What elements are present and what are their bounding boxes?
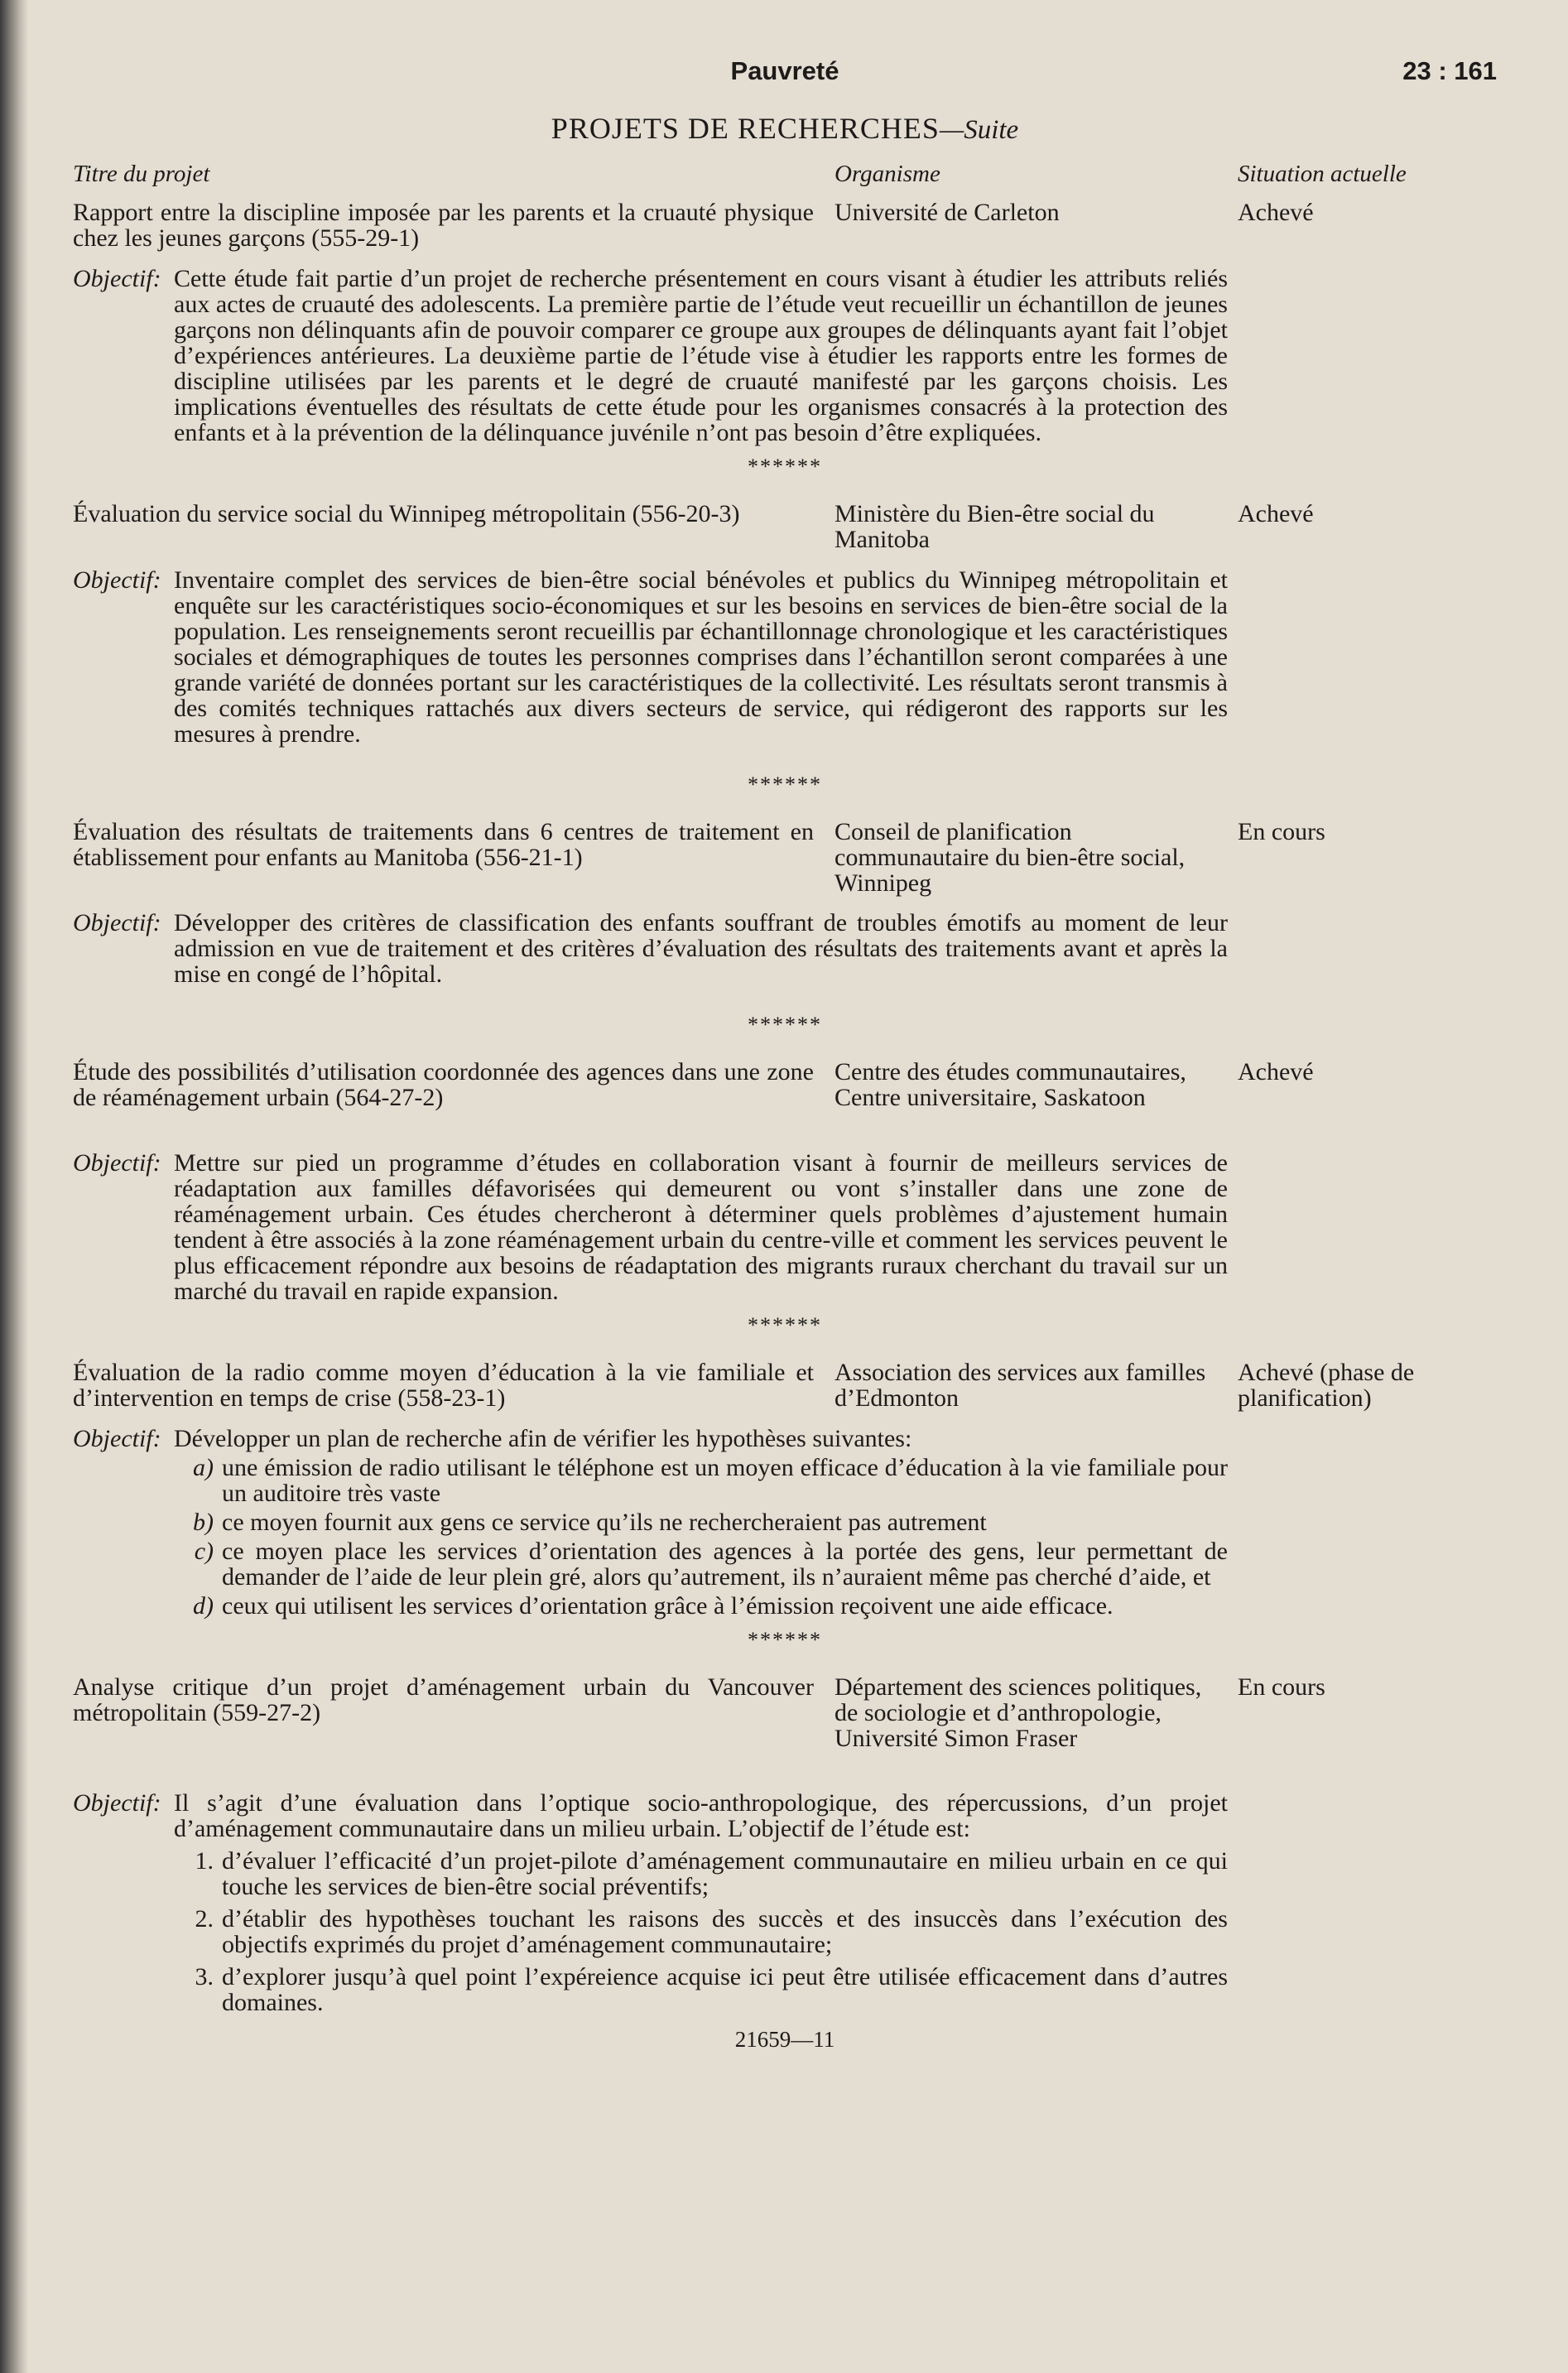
list-item-text: d’évaluer l’efficacité d’un projet-pilote d’aménagement communautaire en milieu urbain en ce qui touche les services de bien-être social préventifs; xyxy=(222,1847,1228,1900)
list-item xyxy=(174,1906,1497,1957)
project-title: Étude des possibilités d’utilisation coordonnée des agences dans une zone de réaménagement urbain (564-27-2) xyxy=(73,1058,814,1111)
list-item xyxy=(174,1455,1497,1506)
objective-label: Objectif: xyxy=(73,1425,161,1452)
separator-stars: ****** xyxy=(748,1013,822,1037)
list-item-marker: 2. xyxy=(195,1905,214,1933)
project-organization: Département des sciences politiques, de sociologie et d’anthropologie, Université Simon Fraser xyxy=(835,1673,1202,1752)
objective-label: Objectif: xyxy=(73,909,161,936)
list-item xyxy=(174,1538,1497,1590)
section-title xyxy=(73,112,1497,145)
book-binding-shadow xyxy=(0,0,28,2373)
project-organization: Université de Carleton xyxy=(835,199,1060,226)
objective-label: Objectif: xyxy=(73,1149,161,1177)
document-page xyxy=(73,58,1497,2053)
column-header-org: Organisme xyxy=(835,161,940,187)
list-item-text: ce moyen fournit aux gens ce service qu’ils ne rechercheraient pas autrement xyxy=(222,1509,987,1536)
page-number: 23 : 161 xyxy=(1402,56,1497,85)
project-title: Analyse critique d’un projet d’aménagement urbain du Vancouver métropolitain (559-27-2) xyxy=(73,1673,814,1726)
list-item-marker: 3. xyxy=(195,1963,214,1990)
objective-label: Objectif: xyxy=(73,566,161,594)
running-header xyxy=(73,58,1497,101)
list-item-text: d’explorer jusqu’à quel point l’expéreience acquise ici peut être utilisée efficacement dans d’autres domaines. xyxy=(222,1963,1228,2016)
list-item-marker: d) xyxy=(193,1592,214,1620)
project-entry xyxy=(73,819,1497,898)
objective-text: Mettre sur pied un programme d’études en collaboration visant à fournir de meilleurs services de réadaptation aux familles défavorisées qui demeurent ou vont s’installer dans une zone de réaménagement urbain. Ces études chercheront à déterminer quels problèmes d’ajustement humain tendent à être associés à la zone réaménagement urbain du centre-ville et comment les services peuvent le plus efficacement répondre aux besoins de réadaptation des migrants ruraux cherchant du travail sur un marché du travail en rapide expansion. xyxy=(174,1149,1228,1305)
list-item-text: ce moyen place les services d’orientation des agences à la portée des gens, leur permettant de demander de l’aide de leur plein gré, alors qu’autrement, ils n’auraient même pas cherché d’aide, et xyxy=(222,1538,1228,1591)
project-objective xyxy=(73,1426,1497,1451)
list-item xyxy=(174,1964,1497,2015)
column-header-project: Titre du projet xyxy=(73,161,210,187)
separator-stars: ****** xyxy=(748,1313,822,1337)
project-status: Achevé xyxy=(1238,1058,1314,1085)
hypothesis-list xyxy=(174,1455,1497,1619)
project-entry xyxy=(73,200,1497,254)
project-status: Achevé xyxy=(1238,500,1314,527)
project-objective xyxy=(73,266,1497,445)
project-objective xyxy=(73,910,1497,987)
section-title-suffix: —Suite xyxy=(939,115,1019,145)
separator-stars: ****** xyxy=(748,1628,822,1652)
list-item-marker: 1. xyxy=(195,1847,214,1875)
project-entry xyxy=(73,1360,1497,1414)
objective-label: Objectif: xyxy=(73,1789,161,1817)
objective-text: Développer des critères de classification des enfants souffrant de troubles émotifs au moment de leur admission en vue de traitement et des critères d’évaluation des résultats des traitements avant et après la mise en congé de l’hôpital. xyxy=(174,909,1228,988)
project-title: Évaluation de la radio comme moyen d’éducation à la vie familiale et d’intervention en temps de crise (558-23-1) xyxy=(73,1359,814,1412)
list-item-marker: a) xyxy=(193,1454,214,1481)
project-title: Évaluation du service social du Winnipeg métropolitain (556-20-3) xyxy=(73,500,740,527)
project-organization: Conseil de planification communautaire du bien-être social, Winnipeg xyxy=(835,818,1186,897)
section-title-text: PROJETS DE RECHERCHES xyxy=(551,112,940,145)
project-title: Évaluation des résultats de traitements dans 6 centres de traitement en établissement pour enfants au Manitoba (556-21-1) xyxy=(73,818,814,871)
separator-stars: ****** xyxy=(748,773,822,797)
separator-stars: ****** xyxy=(748,455,822,479)
objective-text: Inventaire complet des services de bien-être social bénévoles et publics du Winnipeg métropolitain et enquête sur les caractéristiques socio-économiques et sur les besoins en services de bien-être social de la population. Les renseignements seront recueillis par échantillonnage chronologique et les caractéristiques sociales et démographiques de toutes les personnes comprises dans l’échantillon seront comparées à une grande variété de données portant sur les caractéristiques de la collectivité. Les résultats seront transmis à des comités techniques rattachés aux divers secteurs de service, qui rédigeront des rapports sur les mesures à prendre. xyxy=(174,566,1228,748)
project-status: Achevé xyxy=(1238,199,1314,226)
project-entry xyxy=(73,1059,1497,1138)
objective-text: Il s’agit d’une évaluation dans l’optique socio-anthropologique, des répercussions, d’un projet d’aménagement communautaire dans un milieu urbain. L’objectif de l’étude est: xyxy=(174,1789,1228,1842)
list-item-text: ceux qui utilisent les services d’orientation grâce à l’émission reçoivent une aide efficace. xyxy=(222,1592,1113,1620)
project-objective xyxy=(73,1150,1497,1304)
running-title: Pauvreté xyxy=(730,56,839,85)
list-item xyxy=(174,1593,1497,1619)
objective-text: Développer un plan de recherche afin de vérifier les hypothèses suivantes: xyxy=(174,1425,912,1452)
project-status: En cours xyxy=(1238,1673,1325,1701)
project-entry xyxy=(73,501,1497,556)
project-title: Rapport entre la discipline imposée par les parents et la cruauté physique chez les jeunes garçons (555-29-1) xyxy=(73,199,814,252)
column-headers xyxy=(73,161,1497,191)
project-status: Achevé (phase de planification) xyxy=(1238,1359,1415,1412)
project-objective xyxy=(73,567,1497,747)
objective-text: Cette étude fait partie d’un projet de recherche présentement en cours visant à étudier les attributs reliés aux actes de cruauté des adolescents. La première partie de l’étude veut recueillir un échantillon de jeunes garçons non délinquants afin de pouvoir comparer ce groupe aux groupes de délinquants ayant fait l’objet d’expériences antérieures. La deuxième partie de l’étude vise à étudier les rapports entre les formes de discipline utilisées par les parents et le degré de cruauté manifesté par les garçons choisis. Les implications éventuelles des résultats de cette étude pour les organismes consacrés à la protection des enfants et à la prévention de la délinquance juvénile n’ont pas besoin d’être expliquées. xyxy=(174,265,1228,446)
project-organization: Centre des études communautaires, Centre universitaire, Saskatoon xyxy=(835,1058,1186,1111)
list-item-text: une émission de radio utilisant le téléphone est un moyen efficace d’éducation à la vie familiale pour un auditoire très vaste xyxy=(222,1454,1228,1507)
column-header-status: Situation actuelle xyxy=(1238,161,1407,187)
objective-label: Objectif: xyxy=(73,265,161,292)
list-item-marker: c) xyxy=(194,1538,214,1565)
project-organization: Ministère du Bien-être social du Manitoba xyxy=(835,500,1155,553)
project-organization: Association des services aux familles d’Edmonton xyxy=(835,1359,1206,1412)
project-status: En cours xyxy=(1238,818,1325,845)
list-item-marker: b) xyxy=(193,1509,214,1536)
objective-list xyxy=(174,1848,1497,2015)
list-item xyxy=(174,1848,1497,1899)
footer-code: 21659—11 xyxy=(734,2027,835,2052)
list-item xyxy=(174,1509,1497,1535)
list-item-text: d’établir des hypothèses touchant les raisons des succès et des insuccès dans l’exécution des objectifs exprimés du projet d’aménagement communautaire; xyxy=(222,1905,1228,1958)
project-entry xyxy=(73,1674,1497,1779)
project-objective xyxy=(73,1790,1497,1841)
